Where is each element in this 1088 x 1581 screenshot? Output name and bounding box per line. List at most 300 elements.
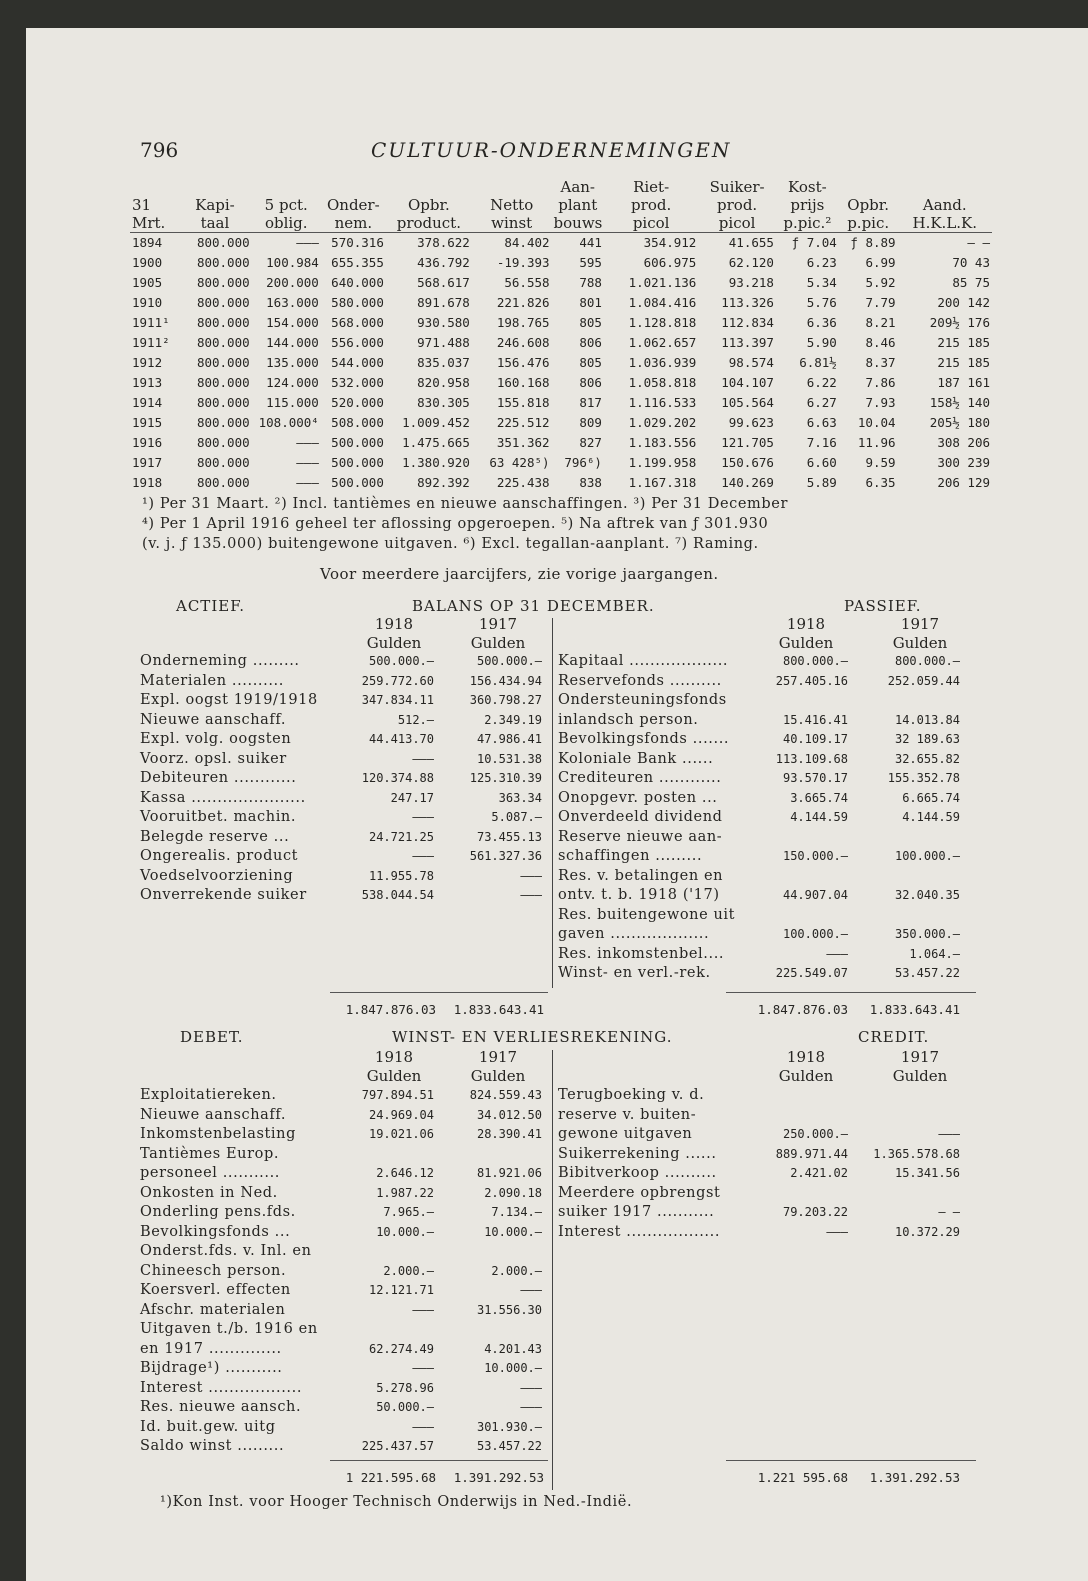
value-1917: ——— (520, 868, 542, 883)
table-cell: 6.35 (865, 475, 896, 490)
table-cell: 8.21 (865, 315, 896, 330)
column-header (178, 178, 251, 196)
ledger-row (140, 1418, 550, 1438)
table-cell: 891.678 (417, 295, 470, 310)
table-cell: ƒ 7.04 (776, 233, 839, 254)
table-cell: 544.000 (331, 355, 384, 370)
footnote-line: ¹) Per 31 Maart. ²) Incl. tantièmes en nieuwe aanschaffingen. ³) Per 31 December (142, 496, 788, 512)
ledger-label: Bijdrage¹) ........... (140, 1360, 283, 1376)
ledger-row (140, 1379, 550, 1399)
pl-total-right-1917: 1.391.292.53 (869, 1470, 960, 1485)
total-rule (330, 992, 548, 993)
column-header: H.K.L.K. (912, 214, 978, 232)
table-cell: 806 (579, 375, 602, 390)
table-cell: 1.062.657 (628, 335, 697, 350)
table-cell: 135.000 (266, 355, 319, 370)
table-cell: 8.46 (865, 335, 896, 350)
table-cell: 1912 (132, 355, 163, 370)
table-row (130, 393, 992, 413)
ledger-label: Kapitaal ................... (558, 653, 729, 669)
ledger-label: Saldo winst ......... (140, 1438, 285, 1454)
table-cell: 5.34 (806, 275, 837, 290)
value-1917: 31.556.30 (476, 1302, 542, 1317)
value-1917: 125.310.39 (469, 771, 542, 785)
table-cell: 827 (579, 435, 602, 450)
ledger-row (140, 1262, 550, 1282)
table-cell: 85 75 (952, 275, 990, 290)
column-header: bouws (553, 214, 603, 232)
ledger-label: gaven ................... (558, 926, 710, 942)
year-1917: 1917 (900, 1048, 940, 1066)
total-rule (726, 992, 976, 993)
ledger-row (558, 769, 978, 789)
value-1917: 4.201.43 (484, 1341, 542, 1356)
year-1918: 1918 (786, 1048, 826, 1066)
column-header (839, 178, 898, 196)
value-1917: 6.665.74 (902, 790, 960, 805)
ledger-label: Exploitatiereken. (140, 1087, 277, 1103)
table-row (130, 353, 992, 373)
credit-list (558, 1086, 978, 1242)
debet-list (140, 1086, 550, 1457)
table-cell: 113.397 (721, 335, 774, 350)
table-cell: 156.476 (496, 355, 550, 370)
ledger-row (558, 847, 978, 867)
table-cell: 7.79 (865, 295, 896, 310)
table-cell: 115.000 (266, 395, 319, 410)
value-1917: 1.365.578.68 (873, 1146, 960, 1161)
table-cell: 5.92 (865, 275, 896, 290)
table-cell: 105.564 (721, 395, 774, 410)
column-header (321, 178, 386, 196)
table-cell: 5.89 (806, 475, 837, 490)
value-1918: 44.413.70 (368, 732, 434, 746)
table-cell: 246.608 (496, 335, 550, 350)
ledger-row (558, 1086, 978, 1106)
table-cell: 11.96 (857, 435, 896, 450)
table-cell: 1.058.818 (628, 375, 697, 390)
table-cell: 187 161 (937, 375, 990, 390)
ledger-label: Reserve nieuwe aan- (558, 828, 723, 845)
ledger-label: suiker 1917 ........... (558, 1204, 715, 1220)
balance-total-right-1918: 1.847.876.03 (757, 1002, 848, 1017)
value-1918: 11.955.78 (368, 868, 434, 883)
value-1918: 3.665.74 (790, 790, 848, 805)
table-header-row (130, 196, 992, 214)
table-cell: 1911² (132, 335, 170, 350)
value-1917: 53.457.22 (476, 1439, 542, 1453)
table-cell: 62.120 (728, 255, 774, 270)
value-1918: 113.109.68 (775, 751, 848, 766)
value-1918: 4.144.59 (790, 810, 848, 824)
table-cell: 98.574 (728, 355, 774, 370)
ledger-row (140, 886, 550, 906)
table-cell: 1.475.665 (402, 435, 470, 450)
ledger-label: Res. v. betalingen en (558, 867, 724, 884)
value-1917: 47.986.41 (476, 732, 542, 746)
value-1918: ——— (412, 849, 434, 863)
balance-divider (552, 618, 553, 988)
table-cell: 830.305 (417, 395, 470, 410)
ledger-row (558, 711, 978, 731)
ledger-row (140, 730, 550, 750)
table-row (130, 413, 992, 433)
table-cell: 93.218 (728, 275, 774, 290)
table-cell: 70 43 (952, 255, 990, 270)
value-1918: 19.021.06 (368, 1127, 434, 1141)
ledger-label: Bevolkingsfonds ....... (558, 731, 730, 747)
table-row (130, 453, 992, 473)
ledger-row (558, 925, 978, 945)
unit-gulden: Gulden (366, 1067, 422, 1085)
table-cell: 63 428⁵) (489, 455, 550, 470)
value-1917: ——— (520, 1283, 542, 1297)
value-1918: 889.971.44 (775, 1146, 848, 1161)
table-cell: 809 (579, 415, 602, 430)
ledger-row (140, 1164, 550, 1184)
table-cell: 892.392 (417, 475, 470, 490)
value-1917: 10.000.— (484, 1224, 542, 1239)
ledger-label: Voorz. opsl. suiker (140, 750, 287, 767)
ledger-label: Kassa ...................... (140, 789, 306, 806)
pl-divider (552, 1050, 553, 1490)
table-cell: 100.984 (266, 255, 319, 270)
table-cell: 508.000 (331, 415, 384, 430)
table-cell: 6.27 (806, 395, 837, 410)
table-cell: 9.59 (865, 455, 896, 470)
ledger-label: Suikerrekening ...... (558, 1145, 717, 1162)
unit-gulden: Gulden (778, 634, 834, 652)
column-header: prod. (717, 196, 758, 214)
table-cell: 640.000 (331, 275, 384, 290)
ledger-label: Onverdeeld dividend (558, 809, 723, 825)
ledger-row (558, 1164, 978, 1184)
column-header (252, 178, 321, 196)
value-1918: ——— (826, 946, 848, 961)
column-header: prijs (790, 196, 825, 214)
running-title: CULTUUR-ONDERNEMINGEN (371, 138, 732, 162)
table-cell: 8.37 (865, 355, 896, 370)
ledger-row (140, 1437, 550, 1457)
table-header-row (130, 178, 992, 196)
table-cell: 835.037 (417, 355, 470, 370)
ledger-row (558, 1184, 978, 1204)
credit-heading: CREDIT. (858, 1028, 930, 1046)
pl-total-left-1917: 1.391.292.53 (453, 1470, 544, 1485)
ledger-label: Res. buitengewone uit (558, 906, 736, 923)
table-row (130, 273, 992, 293)
value-1918: 10.000.— (376, 1224, 434, 1239)
table-cell: 1916 (132, 435, 163, 450)
column-header: Aan- (560, 178, 595, 196)
unit-gulden: Gulden (892, 634, 948, 652)
value-1918: 150.000.— (782, 849, 848, 863)
table-cell: 436.792 (417, 255, 470, 270)
value-1918: 800.000.— (782, 654, 848, 668)
book-page (26, 28, 1088, 1581)
value-1917: 4.144.59 (902, 810, 960, 824)
table-cell: 215 185 (937, 335, 990, 350)
table-cell: 308 206 (937, 435, 990, 450)
ledger-row (140, 1184, 550, 1204)
ledger-row (558, 1125, 978, 1145)
table-cell: ——— (252, 233, 321, 254)
column-header (472, 178, 552, 196)
ledger-row (558, 750, 978, 770)
value-1917: 34.012.50 (476, 1107, 542, 1122)
ledger-label: inlandsch person. (558, 711, 699, 728)
ledger-row (558, 652, 978, 672)
ledger-row (140, 1301, 550, 1321)
ledger-label: gewone uitgaven (558, 1126, 693, 1142)
ledger-row (558, 1145, 978, 1165)
table-cell: 500.000 (331, 475, 384, 490)
ledger-row (140, 652, 550, 672)
ledger-label: Interest .................. (140, 1379, 303, 1396)
pl-title: WINST- EN VERLIESREKENING. (392, 1028, 673, 1046)
table-cell: 1894 (130, 233, 178, 254)
value-1917: 1.064.— (909, 946, 960, 961)
table-cell: 6.99 (865, 255, 896, 270)
value-1918: 5.278.96 (376, 1380, 434, 1395)
value-1918: ——— (412, 1361, 434, 1375)
table-cell: 154.000 (266, 315, 319, 330)
table-row (130, 253, 992, 273)
table-cell: 56.558 (504, 275, 550, 290)
column-header (130, 178, 178, 196)
value-1918: 247.17 (390, 790, 434, 805)
more-years-note: Voor meerdere jaarcijfers, zie vorige jaargangen. (320, 565, 719, 583)
column-header: Suiker- (709, 178, 765, 196)
ledger-row (140, 1086, 550, 1106)
ledger-label: Debiteuren ............ (140, 770, 297, 786)
column-header: p.pic.² (783, 214, 832, 232)
value-1917: 363.34 (498, 790, 542, 805)
table-cell: 7.93 (865, 395, 896, 410)
ledger-label: Ondersteuningsfonds (558, 692, 727, 708)
debet-heading: DEBET. (180, 1028, 244, 1046)
table-cell: 800.000 (196, 275, 250, 290)
column-header: Opbr. (407, 196, 450, 214)
ledger-row (140, 1242, 550, 1262)
ledger-row (558, 730, 978, 750)
column-header: plant (558, 196, 598, 214)
table-cell: 113.326 (721, 295, 774, 310)
ledger-row (140, 789, 550, 809)
ledger-row (558, 886, 978, 906)
value-1918: 2.646.12 (376, 1166, 434, 1180)
ledger-label: Interest .................. (558, 1223, 721, 1240)
passief-heading: PASSIEF. (844, 597, 922, 615)
ledger-label: Onkosten in Ned. (140, 1184, 278, 1201)
pl-total-left-1918: 1 221.595.68 (345, 1470, 436, 1485)
table-cell: 1910 (132, 295, 163, 310)
table-cell: 158½ 140 (929, 395, 990, 410)
value-1917: — — (938, 1205, 960, 1219)
column-header: p.pic. (847, 214, 890, 232)
table-cell: 209½ 176 (929, 315, 990, 330)
column-header: picol (632, 214, 670, 232)
table-row (130, 233, 992, 254)
column-header (898, 178, 992, 196)
ledger-label: ontv. t. b. 1918 ('17) (558, 887, 720, 903)
ledger-row (140, 672, 550, 692)
ledger-label: Res. nieuwe aansch. (140, 1399, 302, 1415)
ledger-label: Expl. oogst 1919/1918 (140, 692, 318, 708)
column-header: Netto (490, 196, 534, 214)
ledger-row (558, 906, 978, 926)
column-header: 31 (132, 196, 152, 214)
production-table-header (130, 178, 992, 233)
table-cell: 805 (579, 315, 602, 330)
value-1918: 120.374.88 (361, 771, 434, 785)
column-header: Riet- (633, 178, 670, 196)
value-1918: 512.— (397, 712, 434, 727)
value-1917: 360.798.27 (469, 693, 542, 707)
value-1917: 32 189.63 (894, 732, 960, 746)
table-cell: 806 (579, 335, 602, 350)
footnote-line: ⁴) Per 1 April 1916 geheel ter aflossing opgeroepen. ⁵) Na aftrek van ƒ 301.930 (142, 516, 769, 532)
year-1918: 1918 (374, 615, 414, 633)
footnote-line: (v. j. ƒ 135.000) buitengewone uitgaven. ⁶) Excl. tegallan-aanplant. ⁷) Raming. (142, 536, 759, 552)
table-cell: ——— (296, 475, 319, 490)
ledger-label: Afschr. materialen (140, 1301, 286, 1318)
table-cell: 800.000 (196, 255, 250, 270)
ledger-label: Materialen .......... (140, 672, 284, 689)
table-cell: 104.107 (721, 375, 774, 390)
value-1917: 15.341.56 (894, 1166, 960, 1180)
column-header: nem. (334, 214, 373, 232)
table-cell: 1913 (132, 375, 163, 390)
table-cell: 800.000 (196, 295, 250, 310)
ledger-label: Koersverl. effecten (140, 1282, 291, 1298)
table-cell: 800.000 (196, 435, 250, 450)
ledger-label: Reservefonds .......... (558, 672, 722, 689)
ledger-row (558, 1223, 978, 1243)
table-cell: 1.009.452 (402, 415, 470, 430)
table-cell: 200.000 (266, 275, 319, 290)
table-row (130, 373, 992, 393)
unit-gulden: Gulden (366, 634, 422, 652)
value-1918: 50.000.— (376, 1400, 434, 1414)
value-1917: 32.040.35 (894, 888, 960, 902)
table-cell: 1.128.818 (628, 315, 697, 330)
ledger-row (558, 964, 978, 984)
column-header: Aand. (922, 196, 967, 214)
value-1917: 155.352.78 (887, 771, 960, 785)
ledger-label: Bibitverkoop .......... (558, 1165, 717, 1181)
value-1917: 301.930.— (476, 1419, 542, 1434)
value-1918: 500.000.— (368, 654, 434, 668)
value-1918: 62.274.49 (368, 1341, 434, 1356)
table-cell: 7.86 (865, 375, 896, 390)
table-cell: 595 (579, 255, 602, 270)
value-1917: 32.655.82 (894, 751, 960, 766)
ledger-label: Nieuwe aanschaff. (140, 1106, 287, 1123)
column-header: prod. (631, 196, 672, 214)
value-1917: 100.000.— (894, 849, 960, 863)
value-1918: 79.203.22 (782, 1205, 848, 1219)
table-cell: 205½ 180 (929, 415, 990, 430)
value-1918: ——— (412, 810, 434, 824)
table-cell: 225.438 (496, 475, 550, 490)
column-header: Opbr. (847, 196, 890, 214)
value-1918: 24.721.25 (368, 829, 434, 844)
table-cell: 215 185 (937, 355, 990, 370)
value-1917: ——— (520, 888, 542, 902)
ledger-row (140, 1125, 550, 1145)
table-cell: 6.63 (806, 415, 837, 430)
ledger-label: Winst- en verl.-rek. (558, 965, 711, 981)
actief-list (140, 652, 550, 906)
ledger-label: Res. inkomstenbel.... (558, 945, 725, 962)
pl-total-right-1918: 1.221 595.68 (757, 1470, 848, 1485)
table-cell: 820.958 (417, 375, 470, 390)
column-header: 5 pct. (264, 196, 308, 214)
table-cell: 800.000 (196, 455, 250, 470)
table-cell: 351.362 (496, 435, 550, 450)
column-header: Mrt. (132, 214, 166, 232)
table-cell: ƒ 8.89 (839, 233, 898, 254)
table-cell: 1911¹ (132, 315, 170, 330)
table-cell: 800.000 (196, 315, 250, 330)
table-cell: 1.167.318 (628, 475, 697, 490)
ledger-label: Meerdere opbrengst (558, 1184, 721, 1201)
column-header: product. (396, 214, 461, 232)
table-row (130, 433, 992, 453)
value-1918: 225.549.07 (775, 966, 848, 980)
value-1917: ——— (938, 1127, 960, 1141)
table-cell: 805 (579, 355, 602, 370)
ledger-row (140, 1340, 550, 1360)
table-cell: 1905 (132, 275, 163, 290)
ledger-row (558, 828, 978, 848)
table-cell: 556.000 (331, 335, 384, 350)
value-1918: 347.834.11 (361, 693, 434, 707)
value-1917: 561.327.36 (469, 849, 542, 863)
ledger-row (558, 867, 978, 887)
value-1917: 81.921.06 (476, 1166, 542, 1180)
table-cell: 441 (552, 233, 604, 254)
unit-gulden: Gulden (470, 634, 526, 652)
value-1918: 538.044.54 (361, 888, 434, 902)
value-1917: 156.434.94 (469, 673, 542, 688)
ledger-row (558, 1203, 978, 1223)
ledger-row (558, 945, 978, 965)
ledger-row (558, 1106, 978, 1126)
value-1918: 7.965.— (383, 1205, 434, 1219)
ledger-row (140, 1203, 550, 1223)
table-cell: 5.76 (806, 295, 837, 310)
value-1917: 800.000.— (894, 654, 960, 668)
value-1918: ——— (412, 1302, 434, 1317)
table-cell: 796⁶) (564, 455, 602, 470)
table-header-row (130, 214, 992, 233)
table-cell: 200 142 (937, 295, 990, 310)
year-1918: 1918 (786, 615, 826, 633)
table-cell: 930.580 (417, 315, 470, 330)
table-cell: 160.168 (496, 375, 550, 390)
table-row (130, 333, 992, 353)
ledger-label: Nieuwe aanschaff. (140, 711, 287, 728)
ledger-row (140, 750, 550, 770)
table-cell: 655.355 (331, 255, 384, 270)
table-cell: 150.676 (721, 455, 774, 470)
value-1918: 40.109.17 (782, 732, 848, 746)
year-1918: 1918 (374, 1048, 414, 1066)
ledger-label: Onderst.fds. v. Inl. en (140, 1243, 312, 1259)
ledger-label: Voedselvoorziening (140, 867, 294, 884)
